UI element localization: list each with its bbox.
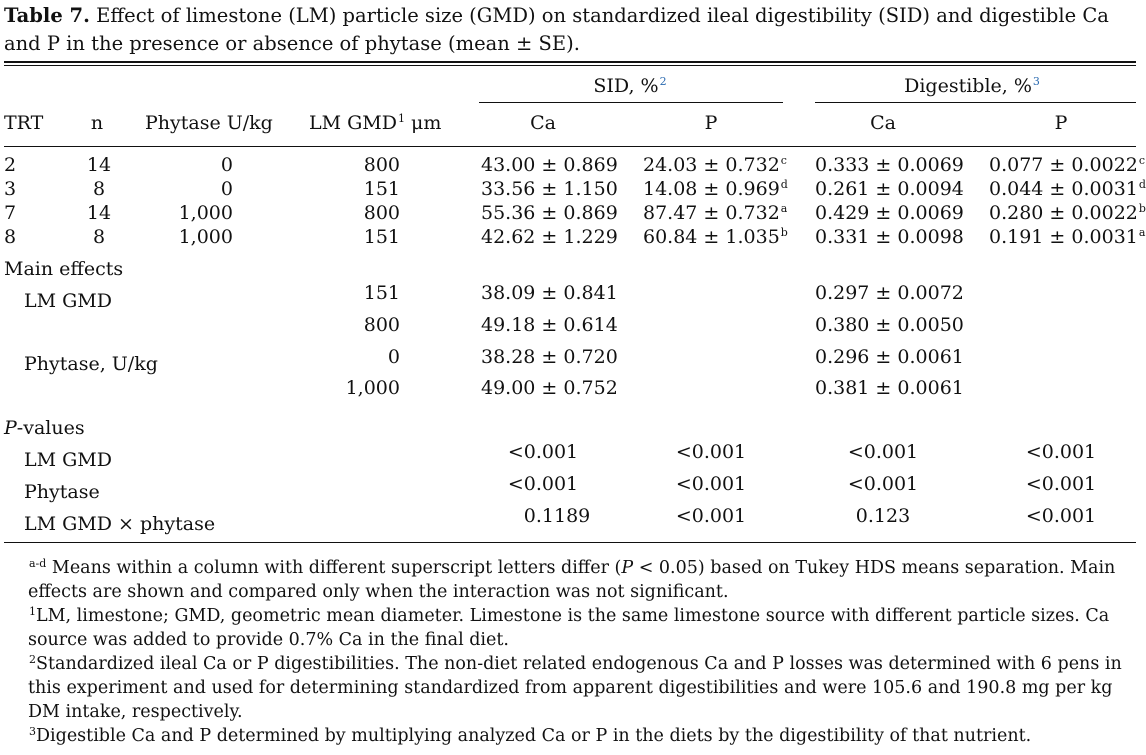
cell-phytase: 1,000 — [178, 202, 233, 224]
digestible-group-header: Digestible, %$^3$ — [904, 75, 1040, 97]
main-effect-sid-ca: 49.00 ± 0.752 — [481, 377, 618, 399]
main-effects-title: Main effects — [4, 258, 124, 280]
cell-trt: 3 — [4, 178, 17, 200]
cell-sid-p: 60.84 ± 1.035$^b$ — [643, 226, 788, 248]
cell-gmd: 151 — [363, 178, 400, 200]
cell-n: 14 — [86, 202, 112, 224]
main-effect-dig-ca: 0.380 ± 0.0050 — [815, 314, 964, 336]
sid-group-header: SID, %$^2$ — [593, 75, 667, 97]
cell-sid-p: 87.47 ± 0.732$^a$ — [643, 202, 788, 224]
col-header-sid-p: P — [704, 112, 718, 134]
cell-dig-ca: 0.261 ± 0.0094 — [815, 178, 964, 200]
top-rule-2 — [4, 65, 1136, 66]
pvalue-dig-p: <0.001 — [1025, 473, 1097, 495]
pvalues-title: P-values — [4, 417, 85, 439]
pvalue-row-label: LM GMD — [24, 449, 112, 471]
cell-sid-ca: 43.00 ± 0.869 — [481, 154, 618, 176]
top-rule-1 — [4, 61, 1136, 63]
main-effect-sid-ca: 38.09 ± 0.841 — [481, 282, 618, 304]
pvalue-dig-ca: <0.001 — [847, 441, 919, 463]
cell-sid-ca: 42.62 ± 1.229 — [481, 226, 618, 248]
main-effect-level: 151 — [363, 282, 400, 304]
pvalue-row-label: LM GMD × phytase — [24, 513, 216, 535]
cell-dig-ca: 0.331 ± 0.0098 — [815, 226, 964, 248]
table-bottom-rule — [4, 542, 1136, 543]
cell-dig-p: 0.044 ± 0.0031$^d$ — [989, 178, 1146, 200]
pvalue-sid-p: <0.001 — [675, 441, 747, 463]
col-header-dig-p: P — [1054, 112, 1068, 134]
pvalue-sid-ca: <0.001 — [507, 473, 579, 495]
cell-gmd: 800 — [363, 154, 400, 176]
main-effect-dig-ca: 0.297 ± 0.0072 — [815, 282, 964, 304]
main-effect-dig-ca: 0.381 ± 0.0061 — [815, 377, 964, 399]
main-effect-level: 1,000 — [345, 377, 400, 399]
cell-dig-p: 0.077 ± 0.0022$^c$ — [989, 154, 1146, 176]
cell-gmd: 800 — [363, 202, 400, 224]
table-footnotes — [4, 556, 1136, 748]
cell-dig-p: 0.280 ± 0.0022$^b$ — [989, 202, 1146, 224]
cell-phytase: 0 — [220, 154, 233, 176]
cell-sid-ca: 33.56 ± 1.150 — [481, 178, 618, 200]
cell-dig-ca: 0.333 ± 0.0069 — [815, 154, 964, 176]
footnote-2: $^2$Standardized ileal Ca or P digestibilities. The non-diet related endogenous Ca and P losses was determined with 6 pens in this experiment and used for determining standardized from apparent digestibilities and were 105.6 and 190.8 mg per kg DM intake, respectively. — [28, 653, 1122, 722]
pvalue-dig-p: <0.001 — [1025, 505, 1097, 527]
caption-text: Effect of limestone (LM) particle size (GMD) on standardized ileal digestibility (SID) and digestible Ca and P in the presence or absence of phytase (mean ± SE). — [4, 4, 1109, 55]
pvalue-sid-ca: <0.001 — [507, 441, 579, 463]
main-effect-level: 0 — [387, 346, 400, 368]
sid-footnote-ref[interactable]: 2 — [659, 75, 667, 88]
cell-n: 8 — [92, 178, 106, 200]
col-header-phytase: Phytase U/kg — [145, 112, 273, 134]
pvalue-row-label: Phytase — [24, 481, 100, 503]
cell-gmd: 151 — [363, 226, 400, 248]
footnote-3: $^3$Digestible Ca and P determined by multiplying analyzed Ca or P in the diets by the digestibility of that nutrient. — [29, 725, 1032, 746]
pvalue-sid-p: <0.001 — [675, 473, 747, 495]
main-effect-phytase-label: Phytase, U/kg — [24, 353, 158, 375]
cell-trt: 2 — [4, 154, 17, 176]
main-effect-sid-ca: 49.18 ± 0.614 — [481, 314, 618, 336]
col-header-lm-gmd: LM GMD$^1$ μm — [309, 112, 442, 134]
col-header-trt: TRT — [4, 112, 44, 134]
main-effect-lm-label: LM GMD — [24, 290, 112, 312]
cell-trt: 7 — [4, 202, 17, 224]
header-bottom-rule — [4, 146, 1136, 147]
footnote-1: $^1$LM, limestone; GMD, geometric mean diameter. Limestone is the same limestone source with different particle sizes. Ca source was added to provide 0.7% Ca in the final diet. — [28, 605, 1110, 650]
dig-footnote-ref[interactable]: 3 — [1032, 75, 1040, 88]
main-effect-dig-ca: 0.296 ± 0.0061 — [815, 346, 964, 368]
cell-phytase: 0 — [220, 178, 233, 200]
main-effect-level: 800 — [363, 314, 400, 336]
col-header-sid-ca: Ca — [530, 112, 556, 134]
table-caption — [4, 2, 1136, 58]
pvalue-dig-ca: 0.123 — [855, 505, 911, 527]
cell-dig-p: 0.191 ± 0.0031$^a$ — [989, 226, 1146, 248]
cell-sid-p: 14.08 ± 0.969$^d$ — [643, 178, 788, 200]
cell-sid-p: 24.03 ± 0.732$^c$ — [643, 154, 787, 176]
pvalue-dig-p: <0.001 — [1025, 441, 1097, 463]
cell-n: 8 — [92, 226, 106, 248]
col-header-dig-ca: Ca — [870, 112, 896, 134]
table-label: Table 7. — [4, 4, 90, 27]
col-header-n: n — [90, 112, 104, 134]
dig-group-rule — [815, 102, 1136, 103]
pvalue-sid-ca: 0.1189 — [523, 505, 591, 527]
sid-group-rule — [479, 102, 783, 103]
pvalue-dig-ca: <0.001 — [847, 473, 919, 495]
cell-n: 14 — [86, 154, 112, 176]
cell-trt: 8 — [4, 226, 17, 248]
cell-sid-ca: 55.36 ± 0.869 — [481, 202, 618, 224]
pvalue-sid-p: <0.001 — [675, 505, 747, 527]
cell-dig-ca: 0.429 ± 0.0069 — [815, 202, 964, 224]
main-effect-sid-ca: 38.28 ± 0.720 — [481, 346, 618, 368]
cell-phytase: 1,000 — [178, 226, 233, 248]
footnote-a-d: $^{a-d}$ Means within a column with different superscript letters differ (P < 0.05) based on Tukey HDS means separation. Main effects are shown and compared only when the interaction was not significant. — [28, 557, 1116, 602]
